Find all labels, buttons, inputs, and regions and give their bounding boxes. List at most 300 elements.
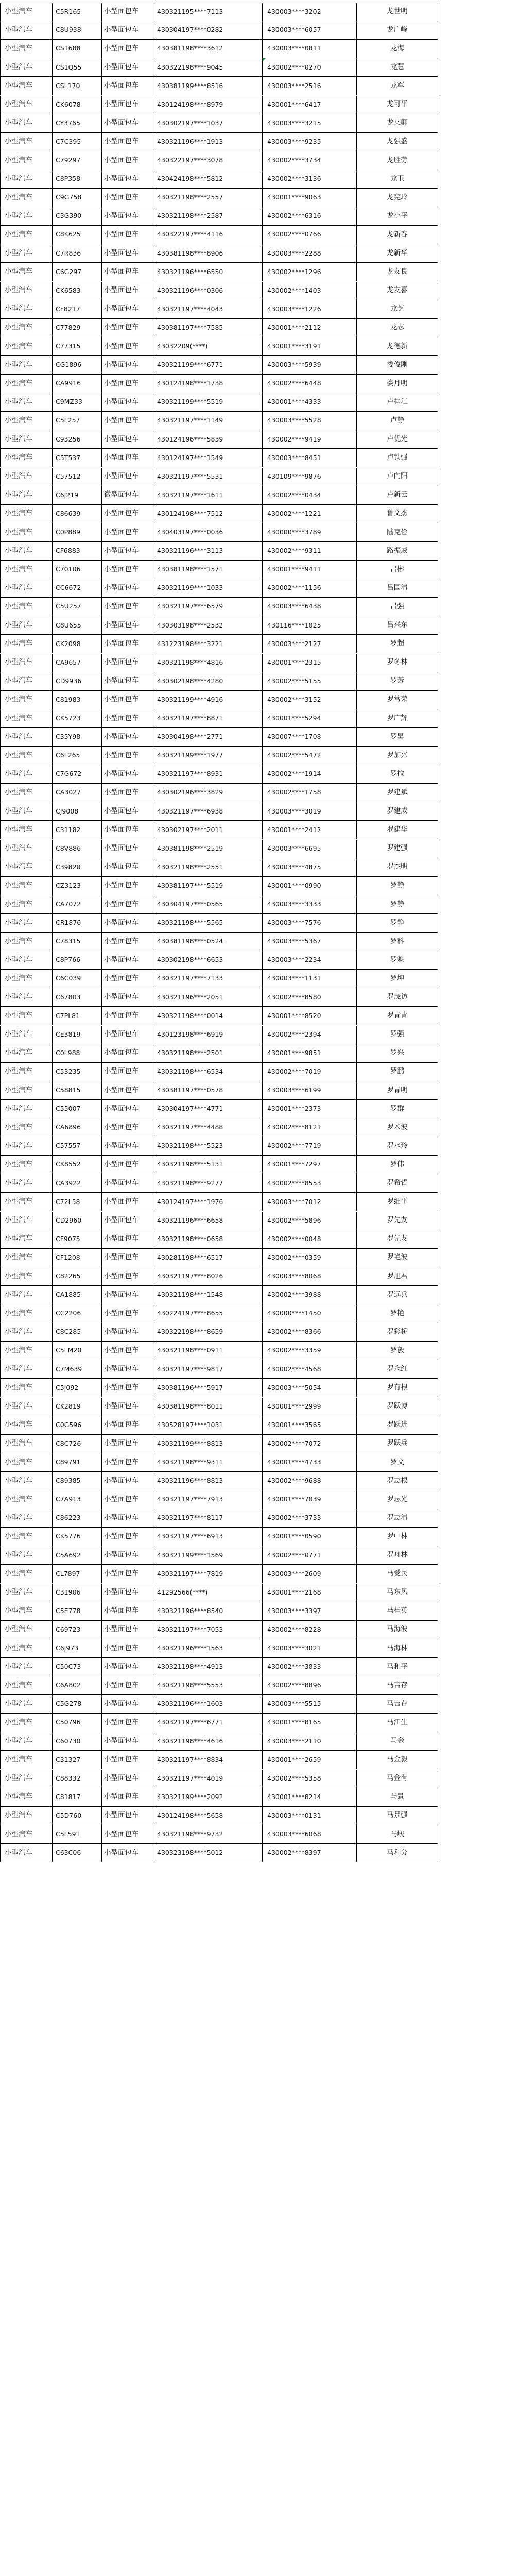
plate-number-cell: C93256	[53, 430, 102, 449]
household-number-cell: 430003****3215	[263, 114, 357, 133]
household-number-cell: 430003****8068	[263, 1267, 357, 1286]
id-number-cell: 430124197****1976	[154, 1193, 263, 1211]
usage-type-cell: 小型面包车	[102, 1490, 154, 1509]
table-row	[0, 635, 521, 653]
owner-name-cell: 罗拉	[357, 765, 438, 784]
id-number-cell: 430302197****2011	[154, 821, 263, 839]
usage-type-cell: 小型面包车	[102, 672, 154, 691]
vehicle-type-cell: 小型汽车	[0, 579, 53, 598]
owner-name-cell: 马金有	[357, 1770, 438, 1788]
plate-number-cell: CK2819	[53, 1398, 102, 1416]
id-number-cell: 430321197****8117	[154, 1509, 263, 1528]
owner-name-cell: 龙新春	[357, 226, 438, 244]
household-number-cell: 430001****8165	[263, 1714, 357, 1732]
id-number-cell: 430123198****6919	[154, 1026, 263, 1044]
table-row	[0, 709, 521, 728]
vehicle-type-cell: 小型汽车	[0, 21, 53, 40]
table-row	[0, 1435, 521, 1453]
usage-type-cell: 小型面包车	[102, 1323, 154, 1342]
usage-type-cell: 小型面包车	[102, 1639, 154, 1658]
plate-number-cell: C70106	[53, 561, 102, 579]
table-row	[0, 728, 521, 747]
plate-number-cell: C5E778	[53, 1602, 102, 1621]
owner-name-cell: 龙志	[357, 319, 438, 337]
usage-type-cell: 小型面包车	[102, 1807, 154, 1825]
usage-type-cell: 小型面包车	[102, 77, 154, 95]
id-number-cell: 430302198****4280	[154, 672, 263, 691]
plate-number-cell: C39820	[53, 858, 102, 877]
id-number-cell: 430124198****1738	[154, 375, 263, 393]
household-number-cell: 430001****2112	[263, 319, 357, 337]
household-number-cell: 430003****3333	[263, 895, 357, 914]
owner-name-cell: 罗青明	[357, 1081, 438, 1100]
plate-number-cell: C0P889	[53, 523, 102, 542]
household-number-cell: 430003****3397	[263, 1602, 357, 1621]
id-number-cell: 430381197****5519	[154, 877, 263, 895]
plate-number-cell: C5T537	[53, 449, 102, 467]
plate-number-cell: CK6583	[53, 282, 102, 300]
table-row	[0, 1676, 521, 1695]
owner-name-cell: 罗坤	[357, 970, 438, 988]
id-number-cell: 430322197****3078	[154, 151, 263, 170]
household-number-cell: 430002****3988	[263, 1286, 357, 1304]
plate-number-cell: CK5776	[53, 1528, 102, 1546]
vehicle-type-cell: 小型汽车	[0, 1676, 53, 1695]
plate-number-cell: C8V886	[53, 840, 102, 858]
id-number-cell: 430321197****8871	[154, 709, 263, 728]
owner-name-cell: 马金	[357, 1732, 438, 1751]
usage-type-cell: 小型面包车	[102, 1360, 154, 1379]
household-number-cell: 430002****3833	[263, 1658, 357, 1676]
vehicle-type-cell: 小型汽车	[0, 207, 53, 226]
owner-name-cell: 罗科	[357, 933, 438, 951]
plate-number-cell: C86223	[53, 1509, 102, 1528]
owner-name-cell: 龙军	[357, 77, 438, 95]
household-number-cell: 430003****5939	[263, 356, 357, 375]
usage-type-cell: 小型面包车	[102, 207, 154, 226]
plate-number-cell: C57512	[53, 468, 102, 486]
id-number-cell: 430321199****4916	[154, 691, 263, 709]
id-number-cell: 430321197****1611	[154, 486, 263, 505]
plate-number-cell: CZ3123	[53, 877, 102, 895]
table-row	[0, 486, 521, 505]
plate-number-cell: CC6672	[53, 579, 102, 598]
plate-number-cell: CF1208	[53, 1249, 102, 1267]
id-number-cell: 430302197****1037	[154, 114, 263, 133]
usage-type-cell: 小型面包车	[102, 468, 154, 486]
usage-type-cell: 小型面包车	[102, 356, 154, 375]
owner-name-cell: 罗志根	[357, 1472, 438, 1490]
vehicle-type-cell: 小型汽车	[0, 1528, 53, 1546]
owner-name-cell: 罗广辉	[357, 709, 438, 728]
vehicle-type-cell: 小型汽车	[0, 914, 53, 933]
id-number-cell: 430321197****9817	[154, 1360, 263, 1379]
usage-type-cell: 小型面包车	[102, 375, 154, 393]
household-number-cell: 430002****8397	[263, 1844, 357, 1862]
vehicle-type-cell: 小型汽车	[0, 1546, 53, 1565]
table-row	[0, 1081, 521, 1100]
table-row	[0, 1584, 521, 1602]
table-row	[0, 468, 521, 486]
id-number-cell: 430281198****6517	[154, 1249, 263, 1267]
plate-number-cell: C72L58	[53, 1193, 102, 1211]
owner-name-cell: 马海波	[357, 1621, 438, 1639]
plate-number-cell: C8C285	[53, 1323, 102, 1342]
id-number-cell: 430321198****6534	[154, 1063, 263, 1081]
vehicle-type-cell: 小型汽车	[0, 1398, 53, 1416]
table-row	[0, 1509, 521, 1528]
owner-name-cell: 罗冬林	[357, 654, 438, 672]
plate-number-cell: C5D760	[53, 1807, 102, 1825]
household-number-cell: 430003****6438	[263, 598, 357, 616]
id-number-cell: 430321197****4019	[154, 1770, 263, 1788]
household-number-cell: 430000****1450	[263, 1304, 357, 1323]
vehicle-type-cell: 小型汽车	[0, 691, 53, 709]
vehicle-type-cell: 小型汽车	[0, 1788, 53, 1807]
vehicle-type-cell: 小型汽车	[0, 151, 53, 170]
id-number-cell: 430321196****3113	[154, 542, 263, 561]
usage-type-cell: 小型面包车	[102, 300, 154, 319]
id-number-cell: 430124198****7512	[154, 505, 263, 523]
owner-name-cell: 罗常荣	[357, 691, 438, 709]
table-row	[0, 1844, 521, 1862]
vehicle-type-cell: 小型汽车	[0, 1007, 53, 1025]
plate-number-cell: C31906	[53, 1584, 102, 1602]
usage-type-cell: 小型面包车	[102, 1063, 154, 1081]
table-row	[0, 1621, 521, 1639]
owner-name-cell: 龙德新	[357, 337, 438, 356]
usage-type-cell: 小型面包车	[102, 170, 154, 189]
usage-type-cell: 小型面包车	[102, 1286, 154, 1304]
vehicle-type-cell: 小型汽车	[0, 3, 53, 21]
usage-type-cell: 小型面包车	[102, 412, 154, 430]
vehicle-type-cell: 小型汽车	[0, 635, 53, 653]
table-row	[0, 895, 521, 914]
usage-type-cell: 小型面包车	[102, 858, 154, 877]
household-number-cell: 430003****5367	[263, 933, 357, 951]
usage-type-cell: 小型面包车	[102, 1118, 154, 1137]
id-number-cell: 430381198****8906	[154, 244, 263, 263]
table-row	[0, 1398, 521, 1416]
table-row	[0, 561, 521, 579]
vehicle-type-cell: 小型汽车	[0, 1844, 53, 1862]
usage-type-cell: 小型面包车	[102, 430, 154, 449]
plate-number-cell: CSL170	[53, 77, 102, 95]
household-number-cell: 430001****0990	[263, 877, 357, 895]
usage-type-cell: 小型面包车	[102, 337, 154, 356]
plate-number-cell: CC2206	[53, 1304, 102, 1323]
table-row	[0, 1472, 521, 1490]
plate-number-cell: C6G297	[53, 263, 102, 281]
household-number-cell: 430003****4875	[263, 858, 357, 877]
id-number-cell: 430381198****3612	[154, 40, 263, 58]
id-number-cell: 430321199****1977	[154, 747, 263, 765]
plate-number-cell: C7G672	[53, 765, 102, 784]
plate-number-cell: C8P358	[53, 170, 102, 189]
household-number-cell: 430003****6695	[263, 840, 357, 858]
id-number-cell: 430321198****0658	[154, 1230, 263, 1249]
vehicle-type-cell: 小型汽车	[0, 858, 53, 877]
table-row	[0, 1118, 521, 1137]
owner-name-cell: 罗中林	[357, 1528, 438, 1546]
vehicle-type-cell: 小型汽车	[0, 1453, 53, 1472]
household-number-cell: 430001****2999	[263, 1398, 357, 1416]
id-number-cell: 430321199****2092	[154, 1788, 263, 1807]
table-row	[0, 654, 521, 672]
household-number-cell: 430002****2394	[263, 1026, 357, 1044]
household-number-cell: 430002****1156	[263, 579, 357, 598]
household-number-cell: 430002****3136	[263, 170, 357, 189]
owner-name-cell: 罗强	[357, 1026, 438, 1044]
household-number-cell: 430002****7072	[263, 1435, 357, 1453]
plate-number-cell: CD9936	[53, 672, 102, 691]
plate-number-cell: C8U938	[53, 21, 102, 40]
owner-name-cell: 罗艳波	[357, 1249, 438, 1267]
household-number-cell: 430001****2168	[263, 1584, 357, 1602]
plate-number-cell: C7M639	[53, 1360, 102, 1379]
usage-type-cell: 小型面包车	[102, 1584, 154, 1602]
usage-type-cell: 小型面包车	[102, 1193, 154, 1211]
table-row	[0, 1658, 521, 1676]
plate-number-cell: C6J219	[53, 486, 102, 505]
id-number-cell: 430321197****7053	[154, 1621, 263, 1639]
usage-type-cell: 小型面包车	[102, 877, 154, 895]
plate-number-cell: C5L591	[53, 1825, 102, 1844]
vehicle-type-cell: 小型汽车	[0, 1416, 53, 1435]
household-number-cell: 430002****3734	[263, 151, 357, 170]
table-row	[0, 933, 521, 951]
usage-type-cell: 小型面包车	[102, 1435, 154, 1453]
owner-name-cell: 娄月明	[357, 375, 438, 393]
usage-type-cell: 小型面包车	[102, 1379, 154, 1397]
usage-type-cell: 小型面包车	[102, 244, 154, 263]
plate-number-cell: C7PL81	[53, 1007, 102, 1025]
usage-type-cell: 小型面包车	[102, 1044, 154, 1063]
usage-type-cell: 小型面包车	[102, 561, 154, 579]
plate-number-cell: CA1885	[53, 1286, 102, 1304]
table-row	[0, 1286, 521, 1304]
usage-type-cell: 小型面包车	[102, 505, 154, 523]
plate-number-cell: CA9657	[53, 654, 102, 672]
household-number-cell: 430003****9235	[263, 133, 357, 151]
usage-type-cell: 小型面包车	[102, 1156, 154, 1174]
id-number-cell: 430304197****0282	[154, 21, 263, 40]
plate-number-cell: C5G278	[53, 1695, 102, 1714]
vehicle-type-cell: 小型汽车	[0, 505, 53, 523]
vehicle-type-cell: 小型汽车	[0, 226, 53, 244]
owner-name-cell: 罗杰明	[357, 858, 438, 877]
vehicle-type-cell: 小型汽车	[0, 449, 53, 467]
household-number-cell: 430003****7576	[263, 914, 357, 933]
household-number-cell: 430001****2412	[263, 821, 357, 839]
vehicle-type-cell: 小型汽车	[0, 133, 53, 151]
household-number-cell: 430002****8228	[263, 1621, 357, 1639]
owner-name-cell: 龙宪玲	[357, 189, 438, 207]
vehicle-type-cell: 小型汽车	[0, 244, 53, 263]
usage-type-cell: 小型面包车	[102, 1751, 154, 1769]
id-number-cell: 430321197****7913	[154, 1490, 263, 1509]
owner-name-cell: 罗志光	[357, 1490, 438, 1509]
owner-name-cell: 卢优光	[357, 430, 438, 449]
table-row	[0, 542, 521, 561]
plate-number-cell: CK6078	[53, 96, 102, 114]
usage-type-cell: 小型面包车	[102, 1732, 154, 1751]
usage-type-cell: 小型面包车	[102, 114, 154, 133]
id-number-cell: 430321197****6771	[154, 1714, 263, 1732]
usage-type-cell: 小型面包车	[102, 802, 154, 821]
owner-name-cell: 龙广峰	[357, 21, 438, 40]
vehicle-type-cell: 小型汽车	[0, 1472, 53, 1490]
id-number-cell: 430321198****9732	[154, 1825, 263, 1844]
household-number-cell: 430001****5294	[263, 709, 357, 728]
table-row	[0, 375, 521, 393]
vehicle-type-cell: 小型汽车	[0, 1379, 53, 1397]
table-row	[0, 1714, 521, 1732]
vehicle-type-cell: 小型汽车	[0, 1565, 53, 1583]
id-number-cell: 430321196****1563	[154, 1639, 263, 1658]
table-row	[0, 207, 521, 226]
owner-name-cell: 罗静	[357, 914, 438, 933]
plate-number-cell: C86639	[53, 505, 102, 523]
plate-number-cell: C6J973	[53, 1639, 102, 1658]
id-number-cell: 430321198****5565	[154, 914, 263, 933]
plate-number-cell: CA7072	[53, 895, 102, 914]
vehicle-type-cell: 小型汽车	[0, 1230, 53, 1249]
owner-name-cell: 龙新华	[357, 244, 438, 263]
plate-number-cell: C0G596	[53, 1416, 102, 1435]
owner-name-cell: 罗超	[357, 635, 438, 653]
table-row	[0, 1230, 521, 1249]
usage-type-cell: 小型面包车	[102, 96, 154, 114]
plate-number-cell: C9G758	[53, 189, 102, 207]
vehicle-type-cell: 小型汽车	[0, 1770, 53, 1788]
vehicle-type-cell: 小型汽车	[0, 802, 53, 821]
plate-number-cell: C0L988	[53, 1044, 102, 1063]
owner-name-cell: 陆克俭	[357, 523, 438, 542]
plate-number-cell: CL7897	[53, 1565, 102, 1583]
owner-name-cell: 罗先友	[357, 1212, 438, 1230]
usage-type-cell: 小型面包车	[102, 951, 154, 970]
vehicle-type-cell: 小型汽车	[0, 1118, 53, 1137]
plate-number-cell: C53235	[53, 1063, 102, 1081]
plate-number-cell: C8U655	[53, 616, 102, 635]
household-number-cell: 430003****3021	[263, 1639, 357, 1658]
usage-type-cell: 小型面包车	[102, 616, 154, 635]
usage-type-cell: 小型面包车	[102, 263, 154, 281]
owner-name-cell: 吕兴东	[357, 616, 438, 635]
id-number-cell: 430321198****2501	[154, 1044, 263, 1063]
vehicle-type-cell: 小型汽车	[0, 1509, 53, 1528]
vehicle-type-cell: 小型汽车	[0, 468, 53, 486]
plate-number-cell: CG1896	[53, 356, 102, 375]
owner-name-cell: 马景强	[357, 1807, 438, 1825]
owner-name-cell: 马桂英	[357, 1602, 438, 1621]
id-number-cell: 430321197****8834	[154, 1751, 263, 1769]
owner-name-cell: 卢向阳	[357, 468, 438, 486]
usage-type-cell: 小型面包车	[102, 1026, 154, 1044]
vehicle-type-cell: 小型汽车	[0, 337, 53, 356]
household-number-cell: 430002****1296	[263, 263, 357, 281]
table-row	[0, 616, 521, 635]
household-number-cell: 430002****1914	[263, 765, 357, 784]
usage-type-cell: 小型面包车	[102, 1174, 154, 1193]
table-row	[0, 672, 521, 691]
id-number-cell: 430381198****2519	[154, 840, 263, 858]
vehicle-type-cell: 小型汽车	[0, 1435, 53, 1453]
usage-type-cell: 小型面包车	[102, 1230, 154, 1249]
household-number-cell: 430002****8366	[263, 1323, 357, 1342]
usage-type-cell: 小型面包车	[102, 1453, 154, 1472]
household-number-cell: 430001****4733	[263, 1453, 357, 1472]
id-number-cell: 430321199****1569	[154, 1546, 263, 1565]
usage-type-cell: 小型面包车	[102, 1304, 154, 1323]
plate-number-cell: C5L257	[53, 412, 102, 430]
plate-number-cell: C5LM20	[53, 1342, 102, 1360]
id-number-cell: 430321198****9311	[154, 1453, 263, 1472]
vehicle-type-cell: 小型汽车	[0, 1081, 53, 1100]
id-number-cell: 430321198****0911	[154, 1342, 263, 1360]
owner-name-cell: 龙世明	[357, 3, 438, 21]
household-number-cell: 430001****9411	[263, 561, 357, 579]
id-number-cell: 430321199****1033	[154, 579, 263, 598]
table-row	[0, 430, 521, 449]
vehicle-type-cell: 小型汽车	[0, 1026, 53, 1044]
household-number-cell: 430003****2127	[263, 635, 357, 653]
owner-name-cell: 罗艳	[357, 1304, 438, 1323]
table-row	[0, 1007, 521, 1025]
id-number-cell: 430124198****5658	[154, 1807, 263, 1825]
owner-name-cell: 罗舟林	[357, 1546, 438, 1565]
vehicle-type-cell: 小型汽车	[0, 747, 53, 765]
plate-number-cell: C8P766	[53, 951, 102, 970]
vehicle-type-cell: 小型汽车	[0, 1137, 53, 1156]
owner-name-cell: 罗建强	[357, 840, 438, 858]
id-number-cell: 430321198****4816	[154, 654, 263, 672]
household-number-cell: 430001****7297	[263, 1156, 357, 1174]
usage-type-cell: 小型面包车	[102, 40, 154, 58]
usage-type-cell: 小型面包车	[102, 728, 154, 747]
id-number-cell: 430321196****1603	[154, 1695, 263, 1714]
plate-number-cell: C6C039	[53, 970, 102, 988]
owner-name-cell: 罗建斌	[357, 784, 438, 802]
plate-number-cell: C7A913	[53, 1490, 102, 1509]
id-number-cell: 430303198****2532	[154, 616, 263, 635]
table-row	[0, 1249, 521, 1267]
owner-name-cell: 马金毅	[357, 1751, 438, 1769]
household-number-cell: 430002****4568	[263, 1360, 357, 1379]
vehicle-type-cell: 小型汽车	[0, 840, 53, 858]
table-row	[0, 988, 521, 1007]
vehicle-type-cell: 小型汽车	[0, 1342, 53, 1360]
vehicle-type-cell: 小型汽车	[0, 951, 53, 970]
vehicle-type-cell: 小型汽车	[0, 821, 53, 839]
plate-number-cell: CR1876	[53, 914, 102, 933]
owner-name-cell: 马爱民	[357, 1565, 438, 1583]
vehicle-type-cell: 小型汽车	[0, 114, 53, 133]
plate-number-cell: CE3819	[53, 1026, 102, 1044]
plate-number-cell: C3G390	[53, 207, 102, 226]
table-row	[0, 1416, 521, 1435]
table-row	[0, 1788, 521, 1807]
owner-name-cell: 罗静	[357, 895, 438, 914]
usage-type-cell: 小型面包车	[102, 1546, 154, 1565]
owner-name-cell: 罗远兵	[357, 1286, 438, 1304]
plate-number-cell: C78315	[53, 933, 102, 951]
usage-type-cell: 小型面包车	[102, 1100, 154, 1118]
usage-type-cell: 小型面包车	[102, 449, 154, 467]
vehicle-type-cell: 小型汽车	[0, 709, 53, 728]
table-row	[0, 505, 521, 523]
